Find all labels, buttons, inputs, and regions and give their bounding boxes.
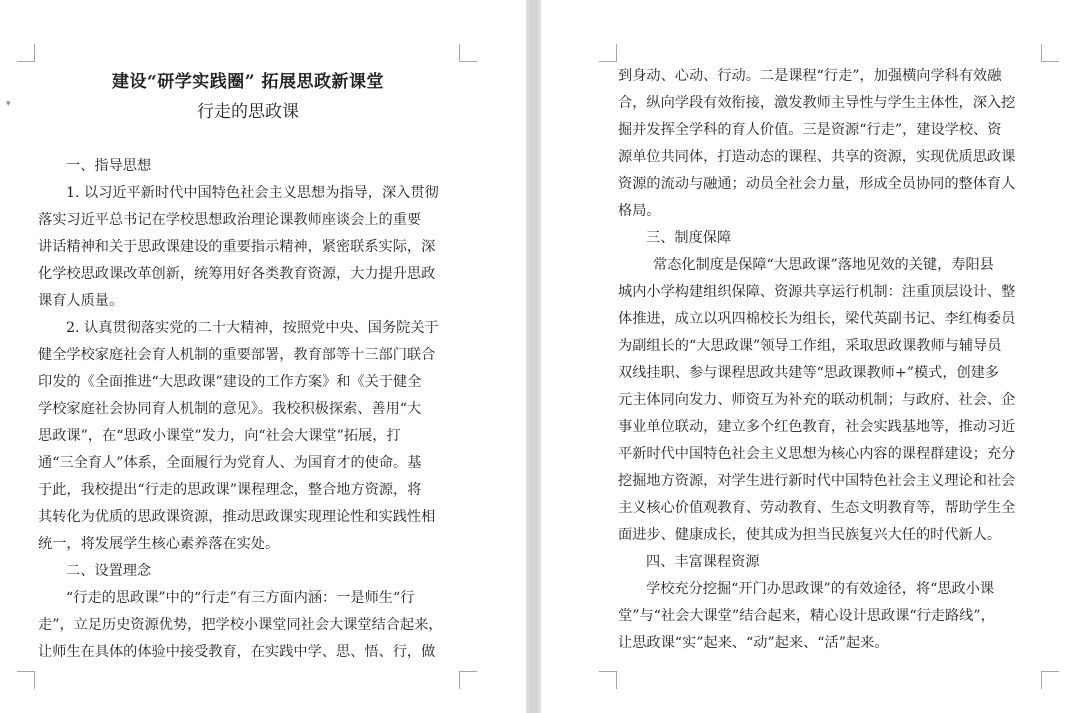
document-page-left bbox=[0, 0, 526, 713]
paragraph-line: 掘并发挥全学科的育人价值。三是资源“行走”，建设学校、资 bbox=[618, 122, 1002, 138]
paragraph-line: 其转化为优质的思政课资源，推动思政课实现理论性和实践性相 bbox=[38, 509, 436, 525]
corner-mark-top-left bbox=[17, 44, 35, 62]
paragraph-line: 思政课”，在“思政小课堂”发力，向“社会大课堂”拓展，打 bbox=[38, 428, 401, 444]
corner-mark-bottom-left bbox=[17, 671, 35, 689]
paragraph-line: 合，纵向学段有效衔接，激发教师主导性与学生主体性，深入挖 bbox=[618, 95, 1016, 111]
paragraph-line: 为副组长的“大思政课”领导工作组，采取思政课教师与辅导员 bbox=[618, 338, 1002, 354]
paragraph-line: “行走的思政课”中的“行走”有三方面内涵：一是师生“行 bbox=[66, 590, 415, 606]
paragraph-line: 常态化制度是保障“大思政课”落地见效的关键，寿阳县 bbox=[653, 257, 994, 273]
paragraph-line: 走”，立足历史资源优势，把学校小课堂同社会大课堂结合起来， bbox=[38, 617, 443, 633]
paragraph-line: 健全学校家庭社会育人机制的重要部署，教育部等十三部门联合 bbox=[38, 347, 436, 363]
paragraph-line: 落实习近平总书记在学校思想政治理论课教师座谈会上的重要 bbox=[38, 212, 422, 228]
paragraph-line: 资源的流动与融通；动员全社会力量，形成全员协同的整体育人 bbox=[618, 176, 1016, 192]
paragraph-line: 讲话精神和关于思政课建设的重要指示精神，紧密联系实际，深 bbox=[38, 239, 436, 255]
paragraph-line: 化学校思政课改革创新，统筹用好各类教育资源，大力提升思政 bbox=[38, 266, 436, 282]
paragraph-line: 到身动、心动、行动。二是课程“行走”，加强横向学科有效融 bbox=[618, 68, 1002, 84]
paragraph-line: 1. 以习近平新时代中国特色社会主义思想为指导，深入贯彻 bbox=[66, 185, 439, 201]
paragraph-line: 平新时代中国特色社会主义思想为核心内容的课程群建设；充分 bbox=[618, 446, 1016, 462]
heading-system-guarantee: 三、制度保障 bbox=[646, 230, 732, 246]
paragraph-line: 让师生在具体的体验中接受教育，在实践中学、思、悟、行，做 bbox=[38, 644, 436, 660]
document-subtitle: 行走的思政课 bbox=[197, 102, 299, 122]
paragraph-line: 体推进，成立以巩四棉校长为组长，梁代英副书记、李红梅委员 bbox=[618, 311, 1016, 327]
corner-mark-top-right bbox=[459, 44, 477, 62]
paragraph-line: 堂”与“社会大课堂”结合起来，精心设计思政课“行走路线”， bbox=[618, 608, 995, 624]
paragraph-line: 城内小学构建组织保障、资源共享运行机制：注重顶层设计、整 bbox=[618, 284, 1016, 300]
corner-mark-top-right bbox=[1041, 44, 1059, 62]
paragraph-line: 学校家庭社会协同育人机制的意见》。我校积极探索、善用“大 bbox=[38, 401, 422, 417]
paragraph-line: 让思政课“实”起来、“动”起来、“活”起来。 bbox=[618, 635, 889, 651]
corner-mark-top-left bbox=[599, 44, 617, 62]
heading-enrich-resources: 四、丰富课程资源 bbox=[646, 554, 760, 570]
paragraph-line: 主义核心价值观教育、劳动教育、生态文明教育等，帮助学生全 bbox=[618, 500, 1016, 516]
paragraph-line: 印发的《全面推进“大思政课”建设的工作方案》和《关于健全 bbox=[38, 374, 422, 390]
paragraph-line: 挖掘地方资源，对学生进行新时代中国特色社会主义理论和社会 bbox=[618, 473, 1016, 489]
document-page-right bbox=[541, 0, 1080, 713]
paragraph-line: 学校充分挖掘“开门办思政课”的有效途径，将“思政小课 bbox=[646, 581, 995, 597]
corner-mark-bottom-right bbox=[1041, 671, 1059, 689]
paragraph-line: 格局。 bbox=[618, 203, 661, 219]
paragraph-line: 于此，我校提出“行走的思政课”课程理念，整合地方资源，将 bbox=[38, 482, 422, 498]
paragraph-line: 统一，将发展学生核心素养落在实处。 bbox=[38, 536, 280, 552]
paragraph-line: 通“三全育人”体系，全面履行为党育人、为国育才的使命。基 bbox=[38, 455, 422, 471]
paragraph-line: 面进步、健康成长，使其成为担当民族复兴大任的时代新人。 bbox=[618, 527, 1002, 543]
paragraph-line: 双线挂职、参与课程思政共建等“思政课教师+”模式，创建多 bbox=[618, 365, 1000, 381]
margin-marker-icon: ▾ bbox=[6, 99, 11, 109]
paragraph-line: 元主体同向发力、师资互为补充的联动机制；与政府、社会、企 bbox=[618, 392, 1016, 408]
heading-setting-concept: 二、设置理念 bbox=[66, 563, 152, 579]
corner-mark-bottom-right bbox=[459, 671, 477, 689]
paragraph-line: 源单位共同体，打造动态的课程、共享的资源，实现优质思政课 bbox=[618, 149, 1016, 165]
paragraph-line: 2. 认真贯彻落实党的二十大精神，按照党中央、国务院关于 bbox=[66, 320, 439, 336]
paragraph-line: 课育人质量。 bbox=[38, 293, 124, 309]
corner-mark-bottom-left bbox=[599, 671, 617, 689]
page-gutter bbox=[526, 0, 541, 713]
document-title: 建设“研学实践圈” 拓展思政新课堂 bbox=[112, 72, 384, 92]
paragraph-line: 事业单位联动，建立多个红色教育，社会实践基地等，推动习近 bbox=[618, 419, 1016, 435]
heading-guiding-ideology: 一、指导思想 bbox=[66, 158, 152, 174]
